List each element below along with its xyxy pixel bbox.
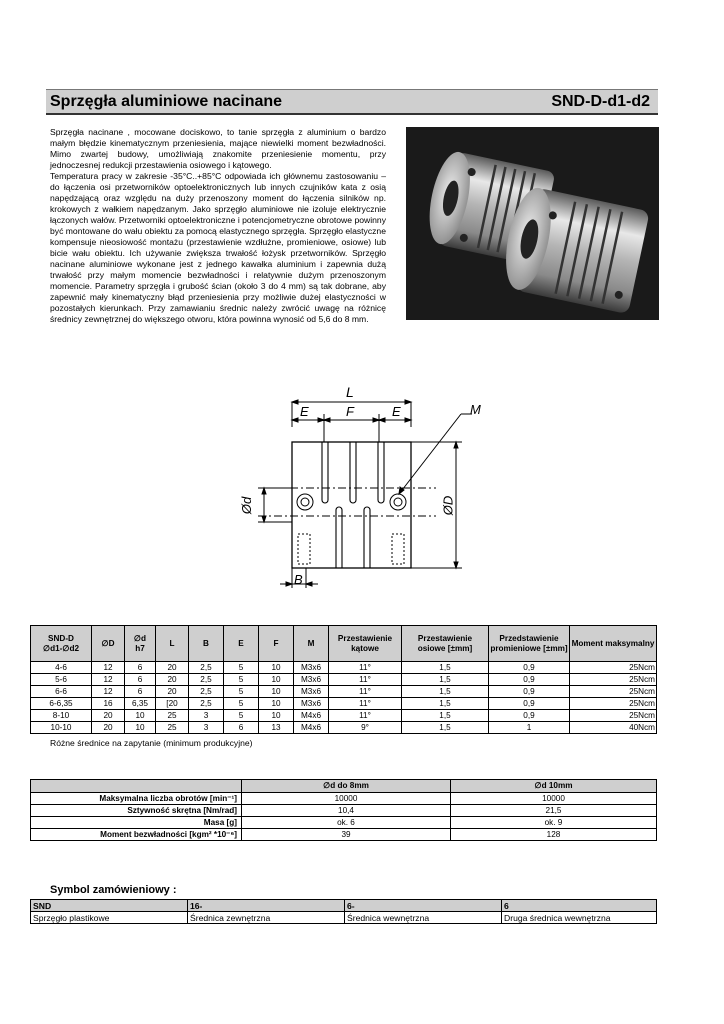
- order-code: 16-: [188, 900, 345, 912]
- spec-col-D: ∅D: [101, 638, 115, 648]
- spec-col-header: [189, 626, 224, 662]
- spec-cell: 0,9: [489, 698, 570, 710]
- props-label: Masa [g]: [31, 817, 242, 829]
- props-value: 128: [451, 829, 657, 841]
- spec-note: Różne średnice na zapytanie (minimum produkcyjne): [50, 738, 253, 748]
- product-code: SND-D-d1-d2: [551, 93, 650, 110]
- spec-col-header: [224, 626, 259, 662]
- spec-cell: 6-6: [31, 686, 92, 698]
- spec-cell: 11°: [329, 686, 402, 698]
- spec-cell: 4-6: [31, 662, 92, 674]
- order-description: Druga średnica wewnętrzna: [502, 912, 657, 924]
- spec-cell: 11°: [329, 710, 402, 722]
- spec-cell: 10: [259, 698, 294, 710]
- spec-col-angular: Przestawienie kątowe: [337, 633, 393, 653]
- spec-cell: 3: [189, 710, 224, 722]
- props-row-stiffness: [31, 805, 657, 817]
- props-row-mass: [31, 817, 657, 829]
- props-label: Sztywność skrętna [Nm/rad]: [31, 805, 242, 817]
- spec-cell: 25Ncm: [570, 674, 657, 686]
- label-E-left: E: [300, 404, 309, 419]
- intro-paragraph-1: Sprzęgła nacinane , mocowane dociskowo, to tanie sprzęgła z aluminium o bardzo małym błędzie kinematycznym przeniesienia, mające niewielki moment bezwładności. Mimo zwartej budowy, umożliwiają znakomite przeniesienie momentu, przy jednoczesnej redukcji przestawienia osiowego i kątowego.: [50, 127, 386, 170]
- order-description: Sprzęgło plastikowe: [31, 912, 188, 924]
- props-col-d8: ∅d do 8mm: [242, 780, 451, 793]
- spec-col-d: ∅d h7: [133, 633, 147, 653]
- spec-row: [31, 698, 657, 710]
- spec-cell: 1: [489, 722, 570, 734]
- spec-cell: 10: [259, 686, 294, 698]
- spec-cell: 1,5: [402, 722, 489, 734]
- spec-col-E: E: [238, 638, 244, 648]
- spec-cell: 0,9: [489, 686, 570, 698]
- spec-cell: 5: [224, 674, 259, 686]
- spec-cell: 5: [224, 698, 259, 710]
- spec-cell: 12: [92, 674, 125, 686]
- props-value: ok. 6: [242, 817, 451, 829]
- spec-row: [31, 710, 657, 722]
- props-row-inertia: [31, 829, 657, 841]
- spec-col-torque: Moment maksymalny: [571, 638, 655, 648]
- spec-cell: 40Ncm: [570, 722, 657, 734]
- spec-cell: 13: [259, 722, 294, 734]
- spec-cell: 6: [125, 674, 156, 686]
- spec-cell: 10: [125, 722, 156, 734]
- spec-col-M: M: [307, 638, 315, 648]
- spec-cell: 10: [125, 710, 156, 722]
- spec-cell: M3x6: [294, 662, 329, 674]
- intro-paragraph-2: Temperatura pracy w zakresie -35°C..+85°C odpowiada ich głównemu zastosowaniu – do łączenia osi przetworników optoelektronicznych lub innych czujników kata z osią napędzającą oraz względu na duży przenoszony moment do łączenia silników np. krokowych z wałkiem napędzanym. Jako sprzęgło aluminiowe nie izoluje elektrycznie łączonych wałów. Przetworniki optoelektroniczne i potencjometryczne obrotowe powinny być montowane do wału obiektu za pomocą elastycznego sprzęgła. Sprzęgło elastyczne kompensuje nieosiowość montażu (przestawienie wzdłużne, promieniowe, osiowe) lub bicie wału obiektu. Ich używanie zwiększa trwałość łożysk przetworników. Sprzęgło nacinane aluminiowe wykonane jest z jednego kawałka aluminium i zapewnia dużą trwałość przy małym momencie bezwładności i relatywnie dużym przenoszonym momencie. Parametry sprzęgła i grubość ścian (około 3 do 4 mm) są tak dobrane, aby zapewnić mały kinematyczny błąd przeniesienia przy możliwie dużej elastyczności w pozostałych kierunkach. Przy zamawianiu średnic należy zwrócić uwagę na różnicę średnicy zewnętrznej do większego otworu, która powinna wynosić od 5,6 do 8 mm.: [50, 171, 386, 324]
- spec-row: [31, 674, 657, 686]
- spec-col-header: [125, 626, 156, 662]
- props-row-max-speed: [31, 793, 657, 805]
- spec-cell: 5-6: [31, 674, 92, 686]
- props-label: Maksymalna liczba obrotów [min⁻¹]: [31, 793, 242, 805]
- product-photo: [406, 127, 659, 320]
- label-D: ØD: [440, 495, 456, 516]
- spec-cell: 1,5: [402, 662, 489, 674]
- spec-cell: 10: [259, 710, 294, 722]
- spec-cell: M4x6: [294, 710, 329, 722]
- spec-cell: 5: [224, 686, 259, 698]
- page-title: Sprzęgła aluminiowe nacinane: [50, 93, 283, 110]
- spec-cell: M3x6: [294, 698, 329, 710]
- spec-cell: 9°: [329, 722, 402, 734]
- props-value: 39: [242, 829, 451, 841]
- spec-col-header: [92, 626, 125, 662]
- spec-col-header: [489, 626, 570, 662]
- spec-cell: 1,5: [402, 710, 489, 722]
- technical-drawing: [236, 382, 496, 596]
- spec-cell: 25Ncm: [570, 710, 657, 722]
- order-description: Średnica zewnętrzna: [188, 912, 345, 924]
- order-description: Średnica wewnętrzna: [345, 912, 502, 924]
- props-label: Moment bezwładności [kgm² *10⁻⁶]: [31, 829, 242, 841]
- spec-col-axial: Przestawienie osiowe [±mm]: [417, 633, 473, 653]
- order-code: 6: [502, 900, 657, 912]
- spec-cell: M4x6: [294, 722, 329, 734]
- spec-cell: 2,5: [189, 674, 224, 686]
- props-value: 10000: [242, 793, 451, 805]
- spec-cell: M3x6: [294, 674, 329, 686]
- props-value: 21,5: [451, 805, 657, 817]
- spec-cell: 6: [224, 722, 259, 734]
- spec-cell: 11°: [329, 698, 402, 710]
- spec-col-header: [259, 626, 294, 662]
- spec-col-L: L: [169, 638, 175, 648]
- spec-cell: 20: [92, 722, 125, 734]
- spec-cell: 25Ncm: [570, 662, 657, 674]
- props-value: 10000: [451, 793, 657, 805]
- spec-cell: 20: [92, 710, 125, 722]
- spec-cell: 12: [92, 686, 125, 698]
- spec-header-row: [31, 626, 657, 662]
- properties-table: [30, 779, 657, 841]
- spec-cell: 6: [125, 662, 156, 674]
- spec-row: [31, 662, 657, 674]
- coupling-photo-image: [406, 127, 659, 320]
- spec-cell: 8-10: [31, 710, 92, 722]
- spec-col-header: [329, 626, 402, 662]
- spec-cell: 5: [224, 662, 259, 674]
- spec-cell: 16: [92, 698, 125, 710]
- spec-cell: 12: [92, 662, 125, 674]
- spec-cell: 25Ncm: [570, 698, 657, 710]
- order-code: 6-: [345, 900, 502, 912]
- spec-cell: 10: [259, 662, 294, 674]
- label-E-right: E: [392, 404, 401, 419]
- spec-cell: 10: [259, 674, 294, 686]
- spec-cell: 20: [156, 686, 189, 698]
- spec-cell: 0,9: [489, 662, 570, 674]
- spec-cell: 1,5: [402, 686, 489, 698]
- props-value: 10,4: [242, 805, 451, 817]
- spec-col-header: [31, 626, 92, 662]
- props-header-row: [31, 780, 657, 793]
- props-empty-header: [31, 780, 242, 793]
- spec-col-radial: Przedstawienie promieniowe [±mm]: [490, 633, 568, 653]
- spec-cell: 0,9: [489, 674, 570, 686]
- label-d: Ød: [239, 496, 255, 515]
- spec-row: [31, 722, 657, 734]
- spec-cell: [20: [156, 698, 189, 710]
- label-M: M: [470, 402, 481, 417]
- spec-col-header: [156, 626, 189, 662]
- spec-col-header: [402, 626, 489, 662]
- spec-table: [30, 625, 657, 734]
- label-F: F: [346, 404, 354, 419]
- spec-cell: 6,35: [125, 698, 156, 710]
- spec-cell: 2,5: [189, 686, 224, 698]
- spec-row: [31, 686, 657, 698]
- spec-col-F: F: [273, 638, 279, 648]
- spec-cell: 25: [156, 722, 189, 734]
- props-col-d10: ∅d 10mm: [451, 780, 657, 793]
- spec-cell: 0,9: [489, 710, 570, 722]
- spec-cell: 20: [156, 674, 189, 686]
- intro-text: [50, 127, 386, 325]
- order-description-row: [31, 912, 657, 924]
- spec-cell: 6: [125, 686, 156, 698]
- spec-cell: 5: [224, 710, 259, 722]
- props-value: ok. 9: [451, 817, 657, 829]
- spec-cell: 11°: [329, 674, 402, 686]
- spec-cell: 11°: [329, 662, 402, 674]
- spec-cell: 3: [189, 722, 224, 734]
- order-code: SND: [31, 900, 188, 912]
- order-symbol-table: [30, 899, 657, 924]
- spec-cell: 6-6,35: [31, 698, 92, 710]
- spec-col-snd: SND-D ∅d1-∅d2: [42, 633, 80, 653]
- label-L: L: [346, 384, 354, 400]
- spec-col-header: [570, 626, 657, 662]
- spec-cell: 25Ncm: [570, 686, 657, 698]
- spec-cell: 2,5: [189, 698, 224, 710]
- label-B: B: [294, 572, 303, 587]
- spec-table-body: [31, 662, 657, 734]
- spec-col-B: B: [203, 638, 209, 648]
- spec-cell: 2,5: [189, 662, 224, 674]
- spec-cell: 1,5: [402, 674, 489, 686]
- order-symbol-title: Symbol zamówieniowy :: [50, 884, 177, 896]
- spec-cell: 1,5: [402, 698, 489, 710]
- spec-col-header: [294, 626, 329, 662]
- page-header: [46, 89, 658, 115]
- spec-cell: 10-10: [31, 722, 92, 734]
- spec-cell: 25: [156, 710, 189, 722]
- spec-cell: 20: [156, 662, 189, 674]
- order-code-row: [31, 900, 657, 912]
- spec-cell: M3x6: [294, 686, 329, 698]
